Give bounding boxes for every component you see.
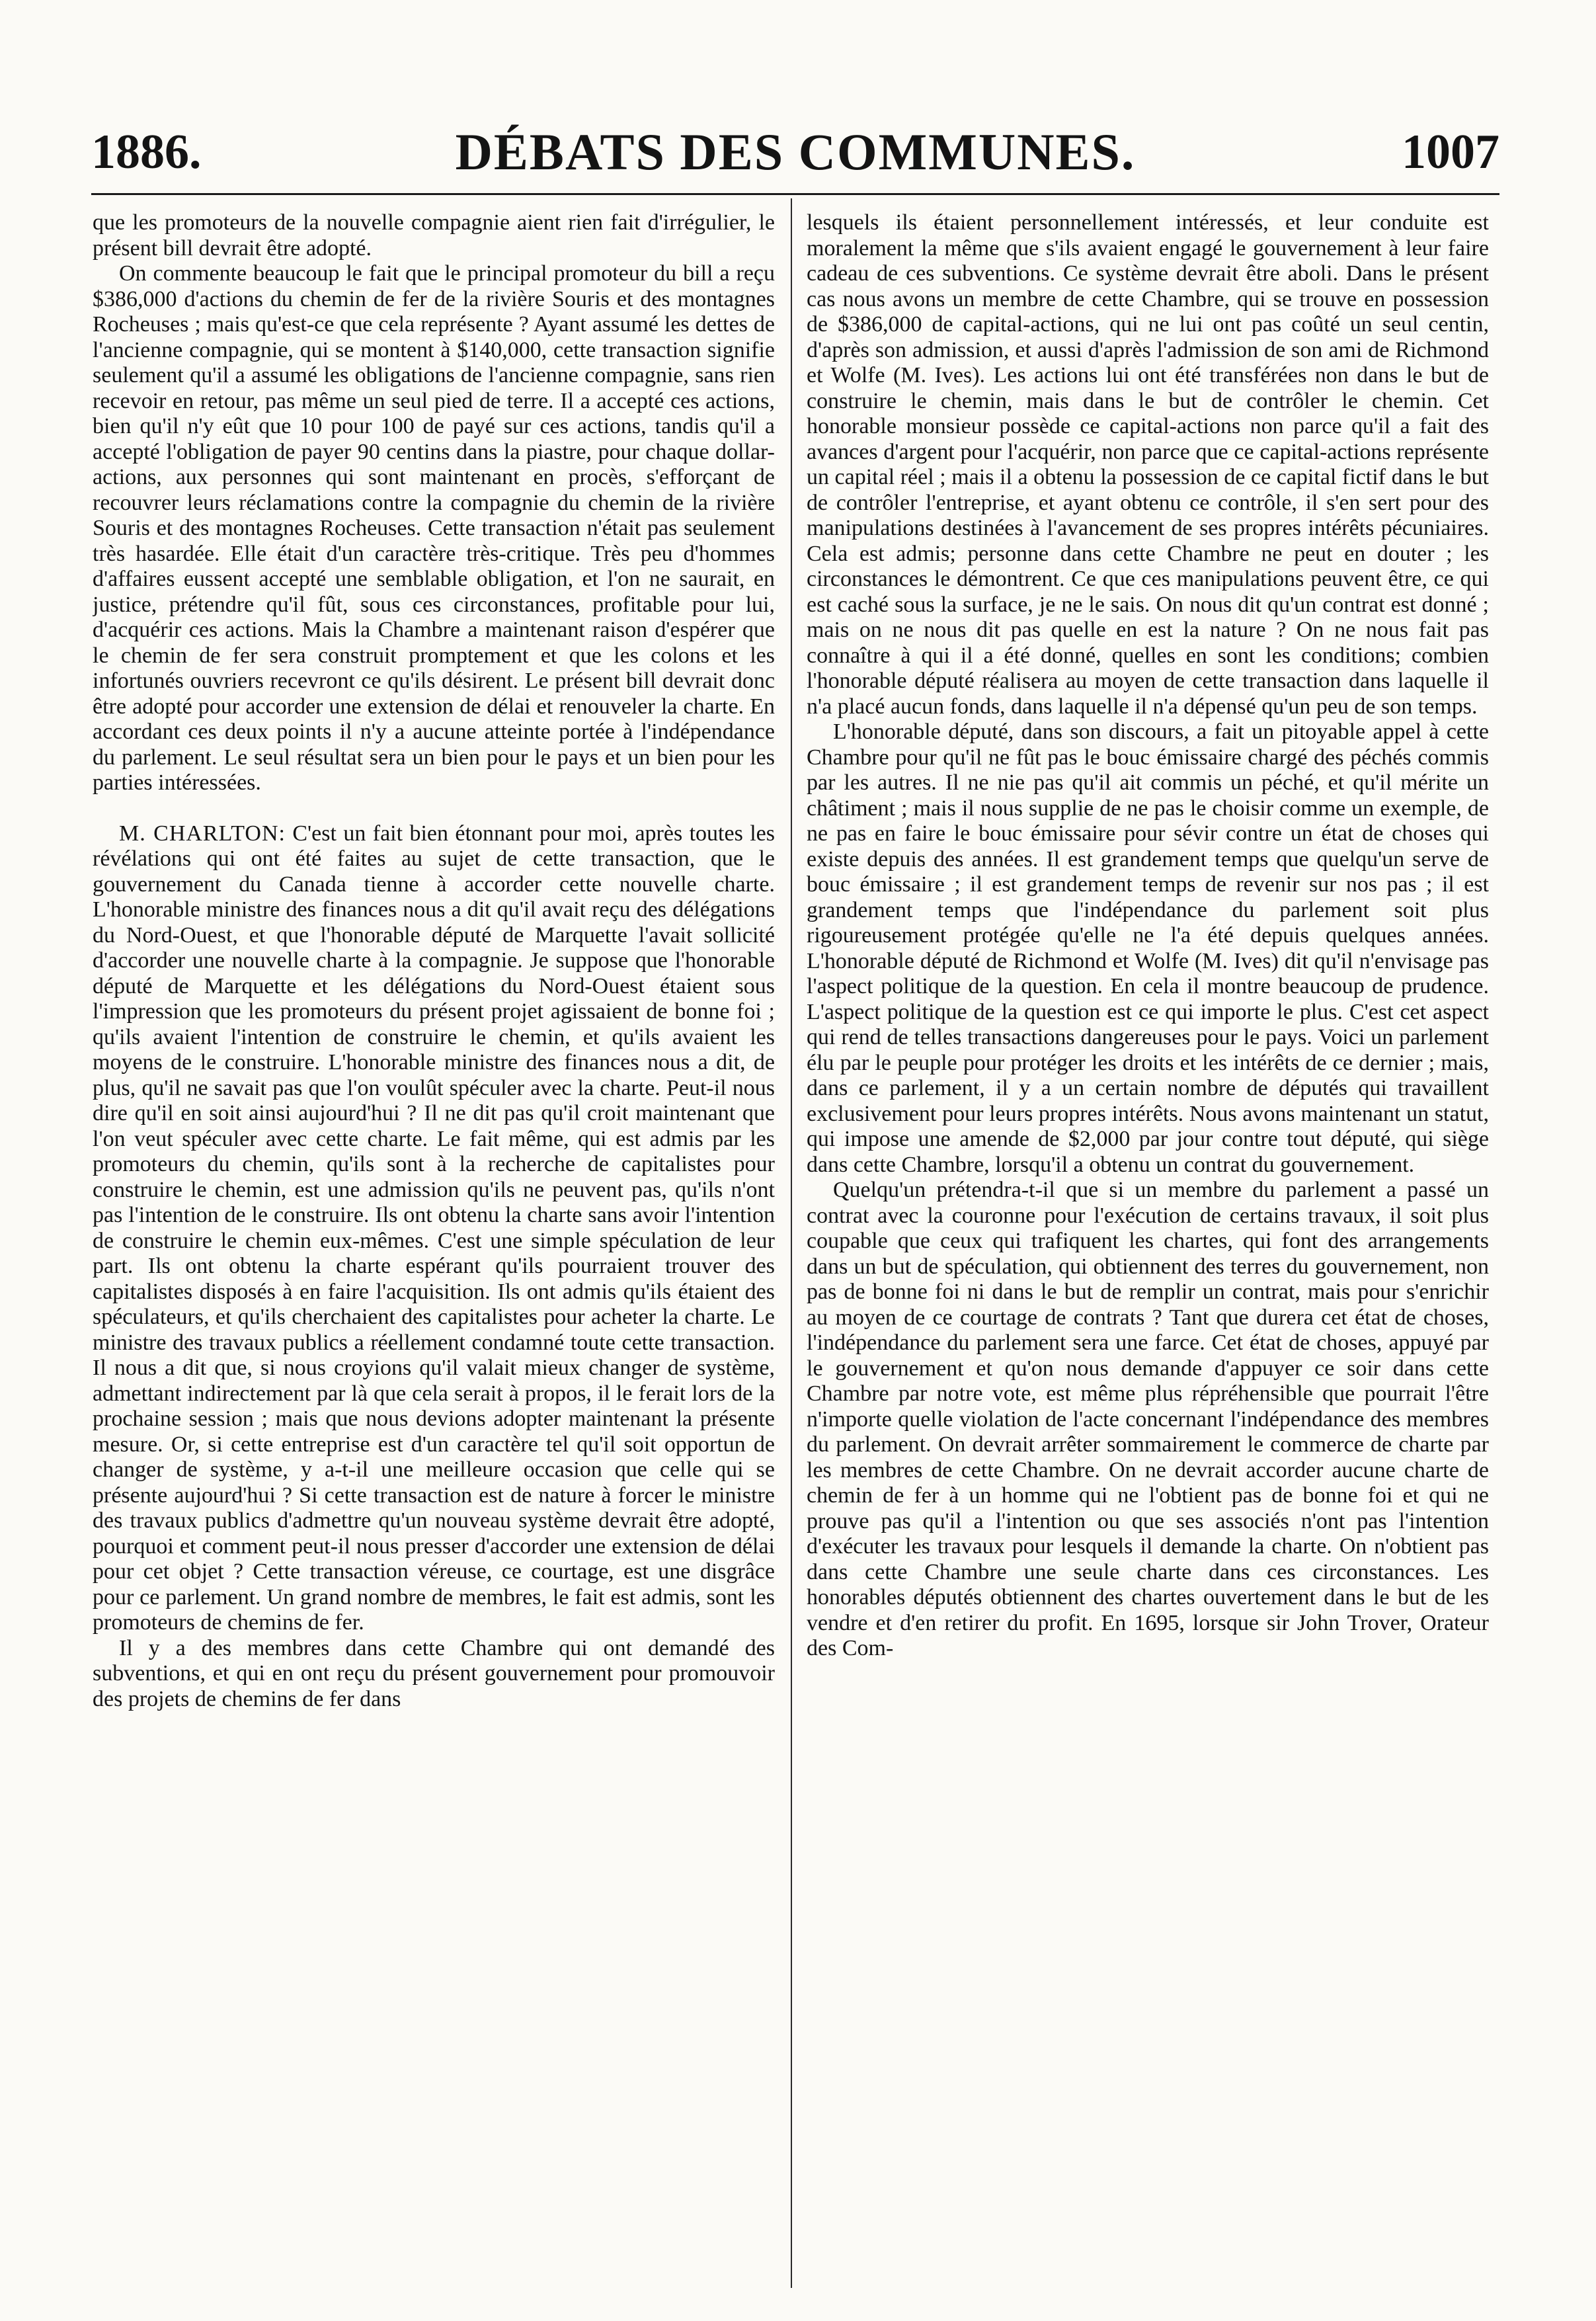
page-header xyxy=(91,119,1499,185)
header-year: 1886. xyxy=(91,125,202,179)
left-paragraph-2: On commente beaucoup le fait que le principal promoteur du bill a reçu $386,000 d'actions du chemin de fer de la rivière Souris et des montagnes Rocheuses ; mais qu'est-ce que cela représente ? Ayant assumé les dettes de l'ancienne compagnie, qui se montent à $140,000, cette transaction signifie seulement qu'il a assumé les obligations de l'ancienne compagnie, sans rien recevoir en retour, pas même un seul pied de terre. Il a accepté ces actions, bien qu'il n'y eût que 10 pour 100 de payé sur ces actions, tandis qu'il a accepté l'obligation de payer 90 centins dans la piastre, pour chaque dollar-actions, aux personnes qui sont maintenant en procès, s'efforçant de recouvrer leurs réclamations contre la compagnie du chemin de la rivière Souris et des montagnes Rocheuses. Cette transaction n'était pas seulement très hasardée. Elle était d'un caractère très-critique. Très peu d'hommes d'affaires eussent accepté une semblable obligation, et l'on ne saurait, en justice, prétendre qu'il fût, sous ces circonstances, profitable pour lui, d'acquérir ces actions. Mais la Chambre a maintenant raison d'espérer que le chemin de fer sera construit promptement et que les colons et les infortunés ouvriers recevront ce qu'ils désirent. Le présent bill devrait donc être adopté pour accorder une extension de délai et renouveler la charte. En accordant ces deux points il n'y a aucune atteinte portée à l'indépendance du parlement. Le seul résultat sera un bien pour le pays et un bien pour les parties intéressées. xyxy=(93,261,775,795)
header-rule xyxy=(91,193,1499,195)
column-divider xyxy=(791,198,792,2288)
header-title: DÉBATS DES COMMUNES. xyxy=(455,123,1136,181)
right-paragraph-1: lesquels ils étaient personnellement intéressés, et leur conduite est moralement la même que s'ils avaient engagé le gouvernement à leur faire cadeau de ces subventions. Ce système devrait être aboli. Dans le présent cas nous avons un membre de cette Chambre, qui se trouve en possession de $386,000 de capital-actions, qui ne lui ont pas coûté un seul centin, d'après son admission, et aussi d'après l'admission de son ami de Richmond et Wolfe (M. Ives). Les actions lui ont été transférées non dans le but de construire le chemin, mais dans le but de contrôler le chemin. Cet honorable monsieur possède ce capital-actions non parce qu'il a fait des avances d'argent pour l'acquérir, non parce que ce capital-actions représente un capital réel ; mais il a obtenu la possession de ce capital fictif dans le but de contrôler l'entreprise, et ayant obtenu ce contrôle, il s'en sert pour des manipulations destinées à l'avancement de ses propres intérêts pécuniaires. Cela est admis; personne dans cette Chambre ne peut en douter ; les circonstances le démontrent. Ce que ces manipulations peuvent être, ce qui est caché sous la surface, je ne le sais. On nous dit qu'un contrat est donné ; mais on ne nous dit pas quelle en est la nature ? On ne nous fait pas connaître à qui il a été donné, quelles en sont les conditions; combien l'honorable député réalisera au moyen de cette transaction dans laquelle il n'a placé aucun fonds, dans laquelle il n'a dépensé qu'un peu de son temps. xyxy=(807,210,1489,719)
left-paragraph-4: Il y a des membres dans cette Chambre qui ont demandé des subventions, et qui en ont reçu du présent gouvernement pour promouvoir des projets de chemins de fer dans xyxy=(93,1635,775,1711)
right-paragraph-3: Quelqu'un prétendra-t-il que si un membre du parlement a passé un contrat avec la couronne pour l'exécution de certains travaux, il soit plus coupable que ceux qui trafiquent les chartes, qui font des arrangements dans un but de spéculation, qui obtiennent des terres du gouvernement, non pas de bonne foi ni dans le but de remplir un contrat, mais pour s'enrichir au moyen de ce courtage de contrats ? Tant que durera cet état de choses, l'indépendance du parlement sera une farce. Cet état de choses, appuyé par le gouvernement et qu'on nous demande d'appuyer ce soir dans cette Chambre par notre vote, est même plus répréhensible que pourrait l'être n'importe quelle violation de l'acte concernant l'indépendance des membres du parlement. On devrait arrêter sommairement le commerce de charte par les membres de cette Chambre. On ne devrait accorder aucune charte de chemin de fer à un homme qui ne l'obtient pas de bonne foi et qui ne prouve pas qu'il a l'intention ou que ses associés n'ont pas l'intention d'exécuter les travaux pour lesquels il demande la charte. On n'obtient pas dans cette Chambre une seule charte dans ces circonstances. Les honorables députés obtiennent des chartes ouvertement dans le but de les vendre et d'en retirer du profit. En 1695, lorsque sir John Trover, Orateur des Com- xyxy=(807,1178,1489,1660)
right-column xyxy=(807,210,1489,2280)
speaker-name: M. CHARLTON: xyxy=(119,821,286,846)
charlton-speech xyxy=(93,821,775,1636)
charlton-speech-text: C'est un fait bien étonnant pour moi, après toutes les révélations qui ont été faites au sujet de cette transaction, que le gouvernement du Canada tienne à accorder cette nouvelle charte. L'honorable ministre des finances nous a dit qu'il avait reçu des délégations du Nord-Ouest, et que l'honorable député de Marquette l'avait sollicité d'accorder une nouvelle charte à la compagnie. Je suppose que l'honorable député de Marquette et les délégations du Nord-Ouest étaient sous l'impression que les promoteurs du présent projet agissaient de bonne foi ; qu'ils avaient l'intention de construire le chemin, et qu'ils avaient les moyens de le construire. L'honorable ministre des finances nous a dit, de plus, qu'il ne savait pas que l'on voulût spéculer avec la charte. Peut-il nous dire qu'il en soit ainsi aujourd'hui ? Il ne dit pas qu'il croit maintenant que l'on veut spéculer avec cette charte. Le fait même, qui est admis par les promoteurs du chemin, qu'ils sont à la recherche de capitalistes pour construire le chemin, est une admission qu'ils ne peuvent pas, qu'ils n'ont pas l'intention de le construire. Ils ont obtenu la charte sans avoir l'intention de construire le chemin eux-mêmes. C'est une simple spéculation de leur part. Ils ont obtenu la charte espérant qu'ils pourraient trouver des capitalistes disposés à en faire l'acquisition. Ils ont admis qu'ils étaient des spéculateurs, et qu'ils cherchaient des capitalistes pour acheter la charte. Le ministre des travaux publics a réellement condamné toute cette transaction. Il nous a dit que, si nous croyions qu'il valait mieux changer de système, admettant indirectement par là que cela serait à propos, il le ferait lors de la prochaine session ; mais que nous devions adopter maintenant la présente mesure. Or, si cette entreprise est d'un caractère tel qu'il soit opportun de changer de système, y a-t-il une meilleure occasion que celle qui se présente aujourd'hui ? Si cette transaction est de nature à forcer le ministre des travaux publics d'admettre qu'un nouveau système devrait être adopté, pourquoi et comment peut-il nous presser d'accorder une extension de délai pour cet objet ? Cette transaction véreuse, ce courtage, est une disgrâce pour ce parlement. Un grand nombre de membres, le fait est admis, sont les promoteurs de chemins de fer. xyxy=(93,821,775,1635)
left-paragraph-1: que les promoteurs de la nouvelle compagnie aient rien fait d'irrégulier, le présent bill devrait être adopté. xyxy=(93,210,775,261)
right-paragraph-2: L'honorable député, dans son discours, a fait un pitoyable appel à cette Chambre pour qu'il ne fût pas le bouc émissaire chargé des péchés commis par les autres. Il ne nie pas qu'il ait commis un péché, et qu'il mérite un châtiment ; mais il nous supplie de ne pas le choisir comme un exemple, de ne pas en faire le bouc émissaire pour sévir contre un état de choses qui existe depuis des années. Il est grandement temps que quelqu'un serve de bouc émissaire ; il est grandement temps de revenir sur nos pas ; il est grandement temps que l'indépendance du parlement soit plus rigoureusement protégée qu'elle ne l'a été depuis quelques années. L'honorable député de Richmond et Wolfe (M. Ives) dit qu'il n'envisage pas l'aspect politique de la question. En cela il montre beaucoup de prudence. L'aspect politique de la question est ce qui importe le plus. C'est cet aspect qui rend de telles transactions dangereuses pour le pays. Voici un parlement élu par le peuple pour protéger les droits et les intérêts de ce dernier ; mais, dans ce parlement, il y a un certain nombre de députés qui travaillent exclusivement pour leurs propres intérêts. Nous avons maintenant un statut, qui impose une amende de $2,000 par jour contre tout député, qui siège dans cette Chambre, lorsqu'il a obtenu un contrat du gouvernement. xyxy=(807,719,1489,1177)
header-page-number: 1007 xyxy=(1402,125,1499,179)
left-column xyxy=(93,210,775,2280)
